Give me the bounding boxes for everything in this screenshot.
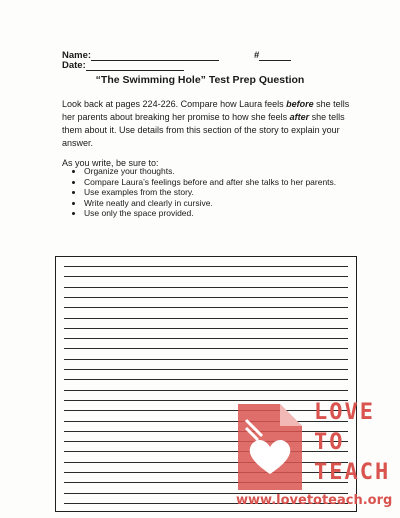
- instruction-item: • Organize your thoughts.: [84, 166, 364, 177]
- date-blank: [86, 60, 184, 71]
- writing-line: [64, 359, 348, 360]
- writing-line: [64, 287, 348, 288]
- writing-line: [64, 276, 348, 277]
- writing-line: [64, 266, 348, 267]
- instruction-item: • Use examples from the story.: [84, 187, 364, 198]
- prompt-text-3: she tells them about it. Use details from this section of the story to explain your answer.: [62, 112, 345, 148]
- worksheet-title: “The Swimming Hole” Test Prep Question: [95, 74, 305, 86]
- watermark-teach: TEACH: [314, 460, 391, 485]
- love-to-teach-watermark: [232, 398, 400, 513]
- number-label: #: [254, 50, 260, 61]
- instructions-intro: As you write, be sure to:: [62, 158, 159, 168]
- writing-line: [64, 328, 348, 329]
- document-heart-icon: [232, 400, 308, 496]
- writing-line: [64, 338, 348, 339]
- writing-line: [64, 369, 348, 370]
- writing-line: [64, 307, 348, 308]
- watermark-to: TO: [314, 430, 345, 455]
- instruction-item: • Use only the space provided.: [84, 208, 364, 219]
- prompt-text-1: Look back at pages 224-226. Compare how Laura feels: [62, 99, 287, 109]
- date-label: Date:: [62, 60, 86, 71]
- writing-line: [64, 348, 348, 349]
- number-row: [254, 50, 291, 61]
- prompt-emphasis-before: before: [286, 99, 314, 109]
- name-label: Name:: [62, 50, 92, 61]
- instruction-item: • Compare Laura’s feelings before and after she talks to her parents.: [84, 177, 364, 188]
- prompt-text-2: she tells her parents about breaking her promise to how she feels: [62, 99, 350, 122]
- writing-line: [64, 390, 348, 391]
- writing-line: [64, 297, 348, 298]
- writing-line: [64, 318, 348, 319]
- number-blank: [259, 50, 291, 61]
- watermark-url: www.lovetoteach.org: [236, 493, 393, 508]
- instructions-list: [62, 166, 364, 219]
- prompt-emphasis-after: after: [289, 112, 310, 122]
- prompt-paragraph: [62, 98, 352, 150]
- instruction-item: • Write neatly and clearly in cursive.: [84, 198, 364, 209]
- watermark-love: LOVE: [314, 400, 375, 425]
- date-row: [62, 60, 184, 71]
- writing-line: [64, 379, 348, 380]
